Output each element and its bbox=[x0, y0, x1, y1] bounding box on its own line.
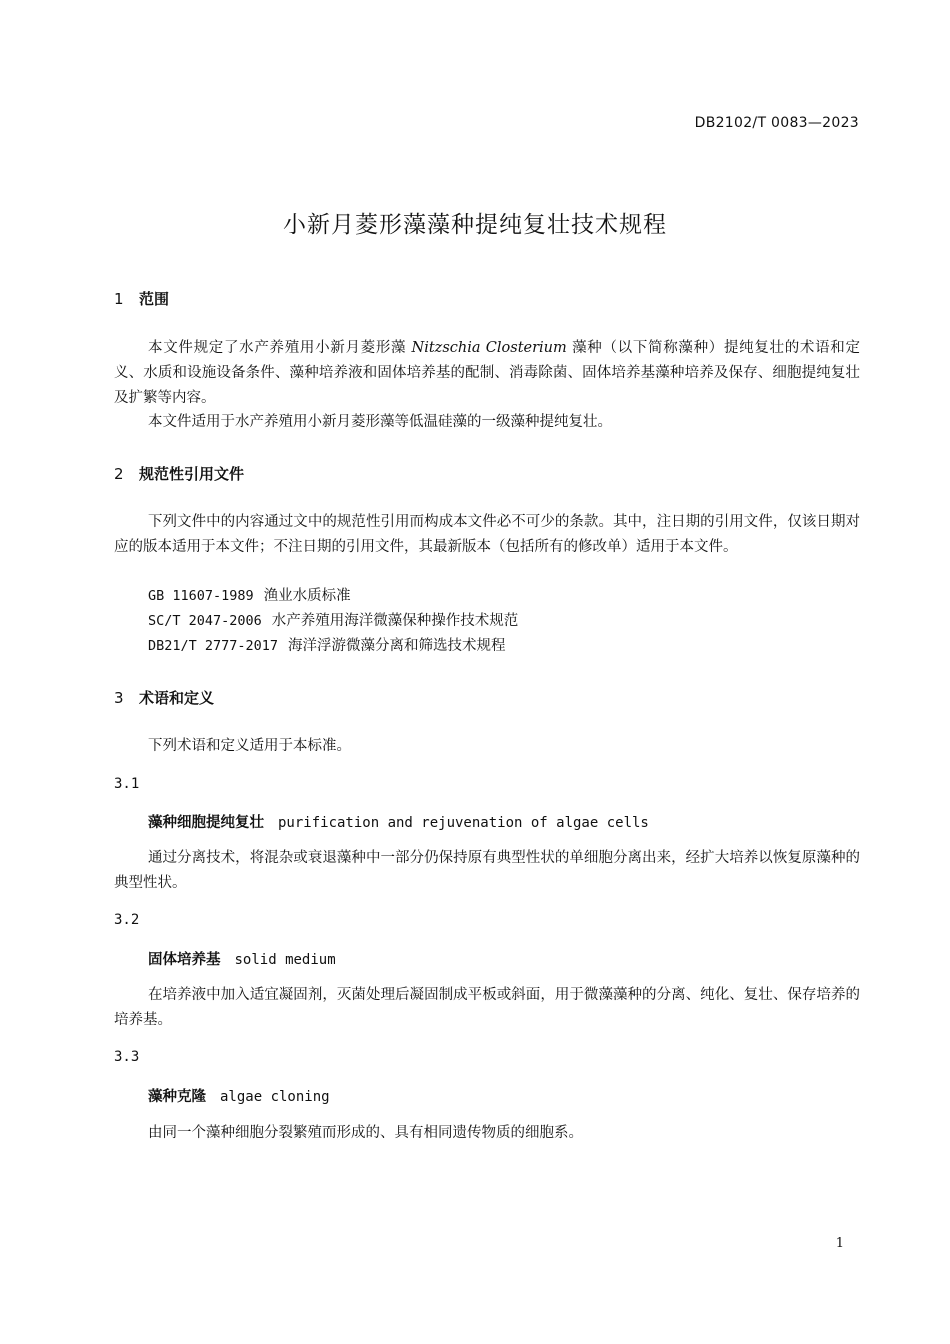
section-title: 规范性引用文件 bbox=[139, 465, 245, 483]
term-title bbox=[148, 948, 336, 969]
reference-name: 水产养殖用海洋微藻保种操作技术规范 bbox=[271, 613, 519, 629]
term-en: algae cloning bbox=[220, 1089, 330, 1105]
references-intro: 下列文件中的内容通过文中的规范性引用而构成本文件必不可少的条款。其中，注日期的引用文件，仅该日期对应的版本适用于本文件；不注日期的引用文件，其最新版本（包括所有的修改单）适用于本文件。 bbox=[114, 514, 860, 555]
latin-species-name: Nitzschia Closterium bbox=[411, 340, 567, 356]
document-title: 小新月菱形藻藻种提纯复壮技术规程 bbox=[283, 212, 667, 238]
term-definition: 在培养液中加入适宜凝固剂，灭菌处理后凝固制成平板或斜面，用于微藻藻种的分离、纯化、复壮、保存培养的培养基。 bbox=[114, 987, 860, 1028]
terms-intro: 下列术语和定义适用于本标准。 bbox=[148, 738, 351, 754]
section-title: 范围 bbox=[139, 290, 170, 308]
term-en: purification and rejuvenation of algae cells bbox=[278, 815, 649, 831]
reference-code: SC/T 2047-2006 bbox=[148, 613, 262, 629]
scope-paragraph-2: 本文件适用于水产养殖用小新月菱形藻等低温硅藻的一级藻种提纯复壮。 bbox=[148, 414, 612, 430]
reference-item bbox=[148, 584, 351, 608]
term-title bbox=[148, 811, 649, 832]
term-definition: 通过分离技术，将混杂或衰退藻种中一部分仍保持原有典型性状的单细胞分离出来，经扩大培养以恢复原藻种的典型性状。 bbox=[114, 850, 860, 891]
term-zh: 固体培养基 bbox=[148, 952, 221, 968]
term-en: solid medium bbox=[234, 952, 336, 968]
term-number: 3.3 bbox=[114, 1049, 140, 1065]
document-code: DB2102/T 0083—2023 bbox=[694, 115, 859, 131]
reference-name: 渔业水质标准 bbox=[263, 588, 351, 604]
section-heading-scope bbox=[114, 288, 169, 309]
section-number: 1 bbox=[114, 290, 124, 308]
reference-code: DB21/T 2777-2017 bbox=[148, 638, 279, 654]
term-zh: 藻种细胞提纯复壮 bbox=[148, 815, 264, 831]
section-number: 2 bbox=[114, 465, 124, 483]
reference-name: 海洋浮游微藻分离和筛选技术规程 bbox=[288, 638, 506, 654]
reference-item bbox=[148, 609, 518, 633]
reference-item bbox=[148, 634, 506, 658]
term-number: 3.1 bbox=[114, 776, 140, 792]
term-definition: 由同一个藻种细胞分裂繁殖而形成的、具有相同遗传物质的细胞系。 bbox=[148, 1125, 583, 1141]
term-zh: 藻种克隆 bbox=[148, 1089, 206, 1105]
section-heading-terms bbox=[114, 687, 214, 708]
term-title bbox=[148, 1085, 330, 1106]
term-number: 3.2 bbox=[114, 912, 140, 928]
section-number: 3 bbox=[114, 689, 124, 707]
page-number: 1 bbox=[835, 1236, 844, 1251]
scope-paragraph-1: 本文件规定了水产养殖用小新月菱形藻 Nitzschia Closterium 藻种（以下简称藻种）提纯复壮的术语和定义、水质和设施设备条件、藻种培养液和固体培养基的配制、消毒除菌、固体培养基藻种培养及保存、细胞提纯复壮及扩繁等内容。 bbox=[114, 340, 860, 406]
reference-code: GB 11607-1989 bbox=[148, 588, 254, 604]
section-heading-normative-references bbox=[114, 463, 244, 484]
section-title: 术语和定义 bbox=[139, 689, 215, 707]
